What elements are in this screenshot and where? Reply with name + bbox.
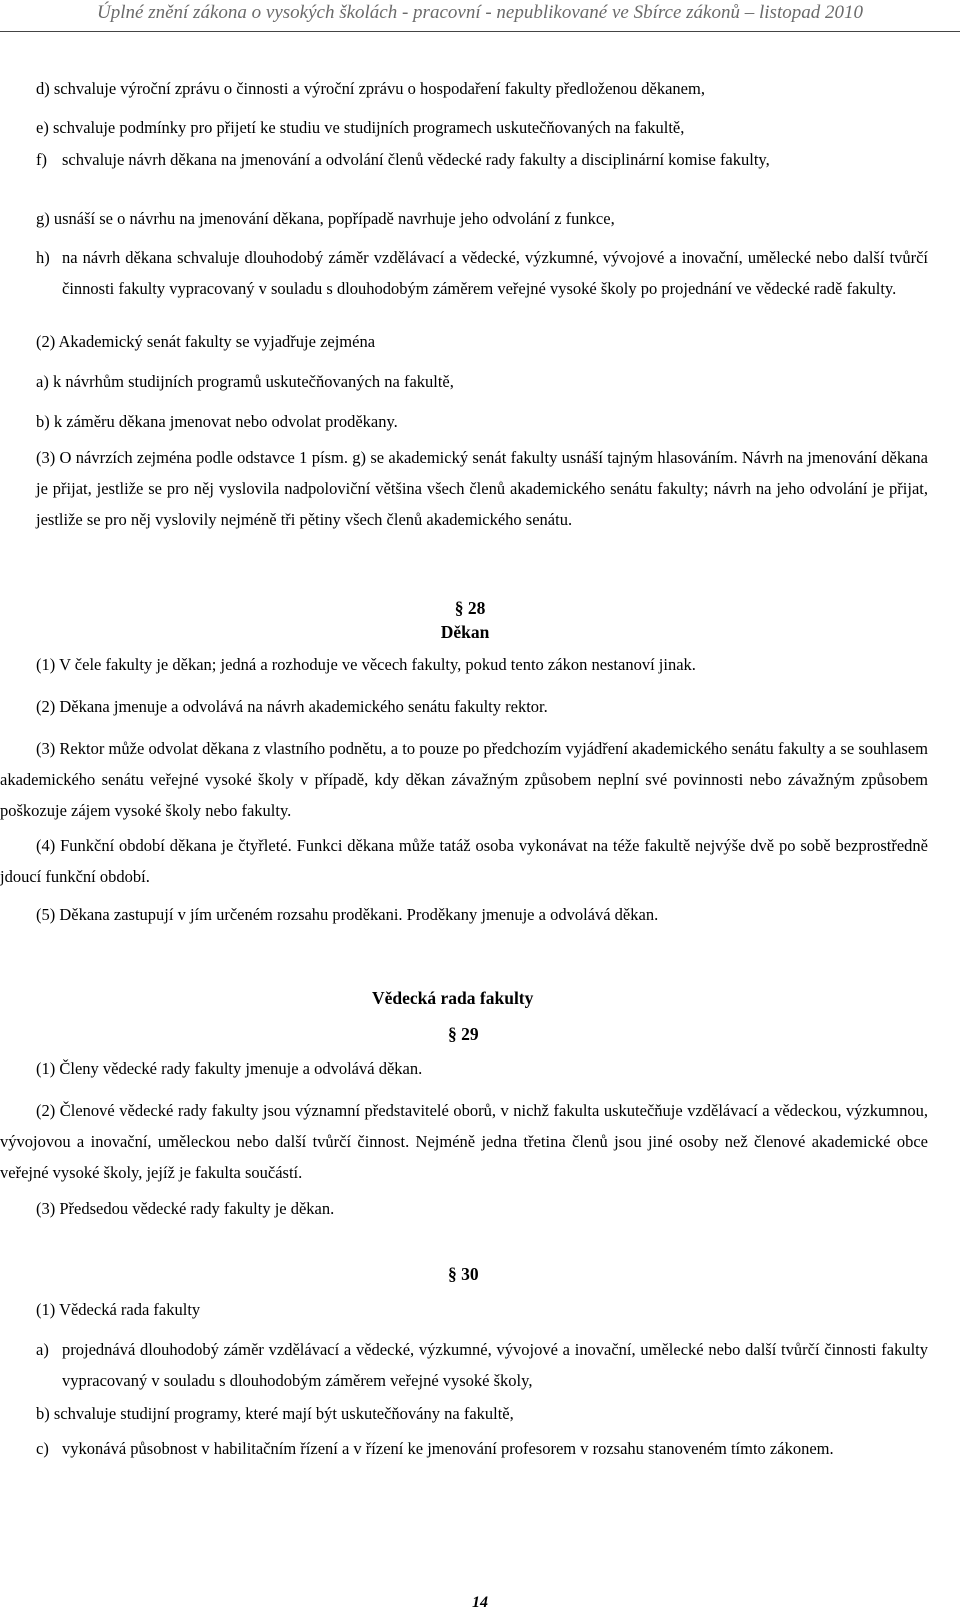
- s30-item-a-text: projednává dlouhodobý záměr vzdělávací a vědecké, výzkumné, vývojové a inovační, umělecké nebo další tvůrčí činnosti fakulty vypracovaný v souladu s dlouhodobým záměrem veřejné vysoké školy,: [62, 1340, 928, 1390]
- s30-paragraph-1: (1) Vědecká rada fakulty: [36, 1300, 201, 1319]
- s29-paragraph-3: (3) Předsedou vědecké rady fakulty je děkan.: [36, 1199, 335, 1218]
- paragraph-2: (2) Akademický senát fakulty se vyjadřuje zejména: [36, 332, 376, 351]
- s30-item-b: b) schvaluje studijní programy, které mají být uskutečňovány na fakultě,: [36, 1404, 514, 1423]
- s30-item-c-text: vykonává působnost v habilitačním řízení a v řízení ke jmenování profesorem v rozsahu stanoveném tímto zákonem.: [62, 1439, 834, 1458]
- s28-paragraph-1: (1) V čele fakulty je děkan; jedná a rozhoduje ve věcech fakulty, pokud tento zákon nestanoví jinak.: [36, 655, 696, 674]
- s28-paragraph-3: (3) Rektor může odvolat děkana z vlastního podnětu, a to pouze po předchozím vyjádření akademického senátu fakulty a se souhlasem akademického senátu veřejné vysoké školy v případě, kdy děkan závažným způsobem neplní své povinnosti nebo závažným způsobem poškozuje zájem vysoké školy nebo fakulty.: [0, 739, 928, 820]
- paragraph-3: (3) O návrzích zejména podle odstavce 1 písm. g) se akademický senát fakulty usnáší tajným hlasováním. Návrh na jmenování děkana je přijat, jestliže se pro něj vyslovila nadpoloviční většina všech členů akademického senátu fakulty; návrh na jeho odvolání je přijat, jestliže se pro něj vyslovily nejméně tři pětiny všech členů akademického senátu.: [36, 448, 928, 529]
- page-number: 14: [472, 1594, 488, 1611]
- s28-paragraph-4: (4) Funkční období děkana je čtyřleté. Funkci děkana může tatáž osoba vykonávat na téže fakultě nejvýše dvě po sobě bezprostředně jdoucí funkční období.: [0, 836, 928, 886]
- item-e: e) schvaluje podmínky pro přijetí ke studiu ve studijních programech uskutečňovaných na fakultě,: [36, 118, 685, 137]
- item-2a: a) k návrhům studijních programů uskutečňovaných na fakultě,: [36, 372, 454, 391]
- section-28-number: § 28: [454, 598, 486, 618]
- header-divider: [0, 31, 960, 32]
- s30-item-c-label: c): [36, 1439, 49, 1458]
- item-g: g) usnáší se o návrhu na jmenování děkana, popřípadě navrhuje jeho odvolání z funkce,: [36, 209, 615, 228]
- section-29-number: § 29: [448, 1024, 479, 1044]
- item-h-text: na návrh děkana schvaluje dlouhodobý záměr vzdělávací a vědecké, výzkumné, vývojové a inovační, umělecké nebo další tvůrčí činnosti fakulty vypracovaný v souladu s dlouhodobým záměrem veřejné vysoké školy po projednání ve vědecké radě fakulty.: [62, 248, 928, 298]
- item-2b: b) k záměru děkana jmenovat nebo odvolat proděkany.: [36, 412, 398, 431]
- section-30-number: § 30: [448, 1264, 479, 1284]
- s28-paragraph-5: (5) Děkana zastupují v jím určeném rozsahu proděkani. Proděkany jmenuje a odvolává děkan.: [36, 905, 659, 924]
- s29-paragraph-2: (2) Členové vědecké rady fakulty jsou významní představitelé oborů, v nichž fakulta uskutečňuje vzdělávací a vědeckou, výzkumnou, vývojovou a inovační, uměleckou nebo další tvůrčí činnost. Nejméně jedna třetina členů jsou jiné osoby než členové akademické obce veřejné vysoké školy, jejíž je fakulta součástí.: [0, 1101, 928, 1182]
- item-d: d) schvaluje výroční zprávu o činnosti a výroční zprávu o hospodaření fakulty předloženou děkanem,: [36, 79, 705, 98]
- s28-paragraph-2: (2) Děkana jmenuje a odvolává na návrh akademického senátu fakulty rektor.: [36, 697, 548, 716]
- s29-paragraph-1: (1) Členy vědecké rady fakulty jmenuje a odvolává děkan.: [36, 1059, 423, 1078]
- running-header: Úplné znění zákona o vysokých školách - pracovní - nepublikované ve Sbírce zákonů – listopad 2010: [97, 2, 863, 23]
- item-f-text: schvaluje návrh děkana na jmenování a odvolání členů vědecké rady fakulty a disciplinární komise fakulty,: [62, 150, 770, 169]
- item-h-label: h): [36, 248, 50, 267]
- section-28-title: Děkan: [440, 622, 490, 642]
- scientific-board-title: Vědecká rada fakulty: [372, 988, 534, 1008]
- s30-item-a-label: a): [36, 1340, 49, 1359]
- item-f-label: f): [36, 150, 47, 169]
